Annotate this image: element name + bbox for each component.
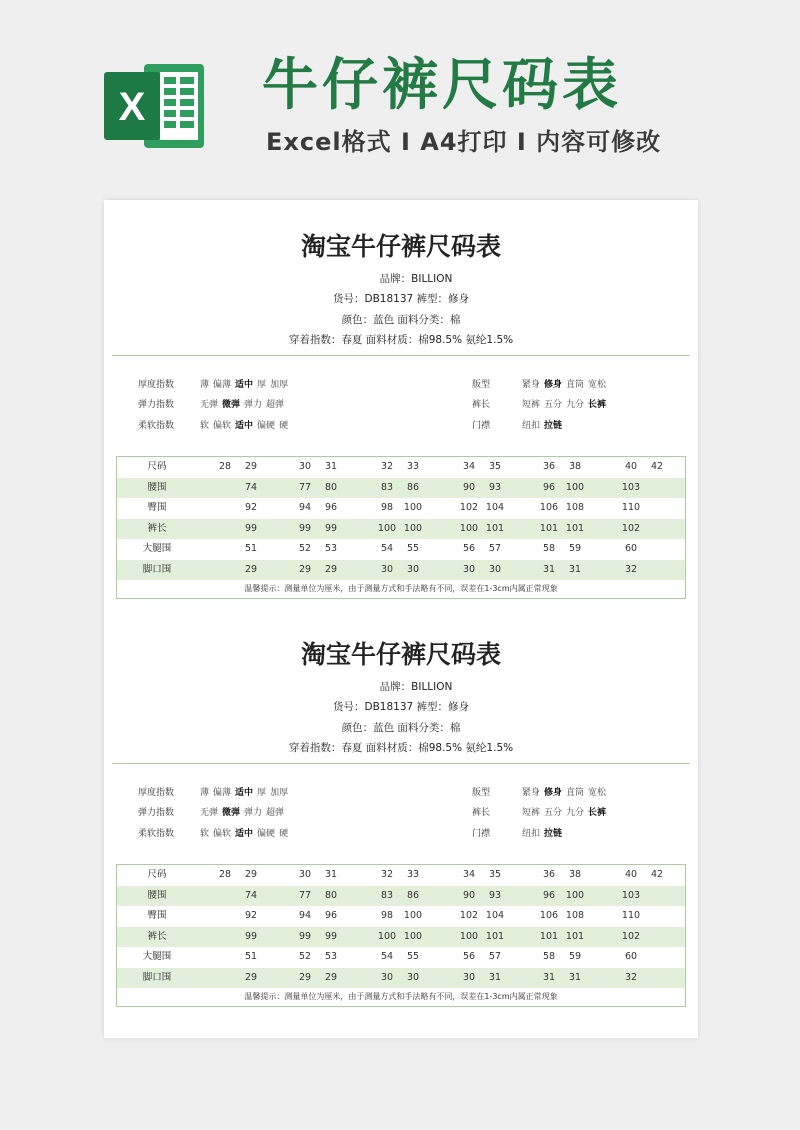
table-cell: 38: [568, 461, 582, 472]
sheet-title: 淘宝牛仔裤尺码表: [300, 640, 501, 669]
table-cell: 100: [377, 930, 397, 942]
table-cell: 102: [459, 910, 479, 921]
table-cell: 32: [380, 869, 394, 880]
info-material: 穿着指数：春夏 面料材质：棉98.5% 氨纶1.5%: [288, 334, 514, 346]
attribute-option: 软: [200, 421, 210, 431]
table-row: [117, 457, 685, 478]
table-cell: 90: [462, 481, 476, 493]
table-cell: 93: [488, 889, 502, 901]
attribute-option: 宽松: [588, 380, 607, 390]
attribute-options: [522, 805, 610, 821]
attribute-option: 硬: [279, 421, 289, 431]
table-cell: 101: [485, 930, 505, 942]
table-cell: 103: [621, 889, 641, 901]
attribute-options: [522, 418, 566, 434]
table-row: [117, 906, 685, 927]
table-cell: 30: [298, 869, 312, 880]
attribute-option-selected: 拉链: [544, 829, 563, 839]
table-cell: 96: [542, 889, 556, 901]
attribute-option: 五分: [544, 808, 563, 818]
attribute-options: [522, 397, 610, 413]
attribute-options: [522, 377, 610, 393]
attribute-option: 直筒: [566, 380, 585, 390]
table-cell: 30: [488, 563, 502, 575]
table-cell: 101: [539, 930, 559, 942]
table-cell: 32: [624, 971, 638, 983]
table-cell: 29: [244, 563, 258, 575]
info-item-no: 货号：DB18137 裤型：修身: [332, 293, 470, 305]
attribute-label: 柔软指数: [138, 829, 175, 839]
table-cell: 35: [488, 869, 502, 880]
table-cell: 102: [621, 930, 641, 942]
table-cell: 30: [406, 563, 420, 575]
table-cell: 31: [324, 461, 338, 472]
table-cell: 29: [244, 869, 258, 880]
table-cell: 52: [298, 951, 312, 962]
table-cell: 100: [403, 522, 423, 534]
table-cell: 99: [324, 930, 338, 942]
attribute-option: 直筒: [566, 788, 585, 798]
table-cell: 101: [565, 522, 585, 534]
table-row: [117, 478, 685, 499]
divider: [112, 355, 690, 356]
table-cell: 94: [298, 910, 312, 921]
table-cell: 53: [324, 951, 338, 962]
table-cell: 60: [624, 951, 638, 962]
table-cell: 30: [462, 971, 476, 983]
attribute-options: [200, 397, 288, 413]
table-cell: 101: [485, 522, 505, 534]
table-cell: 30: [298, 461, 312, 472]
table-cell: 100: [403, 930, 423, 942]
attribute-options: [200, 785, 292, 801]
attribute-option: 偏硬: [257, 829, 276, 839]
table-note: 温馨提示：测量单位为厘米，由于测量方式和手法略有不同，误差在1-3cm内属正常现象: [244, 992, 558, 1001]
page-header: [0, 0, 800, 200]
row-label: 臀围: [147, 502, 167, 513]
table-cell: 104: [485, 910, 505, 921]
table-cell: 99: [244, 930, 258, 942]
table-cell: 29: [324, 563, 338, 575]
attribute-label: 柔软指数: [138, 421, 175, 431]
table-row: [117, 927, 685, 948]
attribute-label: 弹力指数: [138, 808, 175, 818]
info-material: 穿着指数：春夏 面料材质：棉98.5% 氨纶1.5%: [288, 742, 514, 754]
row-label: 腰围: [147, 889, 167, 901]
table-cell: 36: [542, 461, 556, 472]
attribute-option-selected: 微弹: [222, 808, 241, 818]
table-cell: 54: [380, 951, 394, 962]
table-cell: 31: [568, 563, 582, 575]
table-cell: 80: [324, 889, 338, 901]
table-cell: 92: [244, 502, 258, 513]
excel-logo-icon: [104, 58, 208, 154]
table-cell: 29: [324, 971, 338, 983]
attribute-option-selected: 修身: [544, 380, 563, 390]
attribute-label: 厚度指数: [138, 788, 175, 798]
table-cell: 52: [298, 543, 312, 554]
attribute-option: 九分: [566, 400, 585, 410]
table-cell: 28: [218, 869, 232, 880]
attribute-option: 弹力: [244, 808, 263, 818]
table-cell: 90: [462, 889, 476, 901]
attribute-option: 短裤: [522, 400, 541, 410]
attribute-option: 紧身: [522, 380, 541, 390]
attribute-option: 软: [200, 829, 210, 839]
table-cell: 96: [324, 910, 338, 921]
attribute-options: [200, 418, 292, 434]
table-row: [117, 886, 685, 907]
row-label: 裤长: [147, 522, 167, 534]
attribute-option: 无弹: [200, 808, 219, 818]
table-cell: 34: [462, 461, 476, 472]
table-cell: 58: [542, 951, 556, 962]
row-label: 脚口围: [142, 563, 172, 575]
row-label: 大腿围: [142, 543, 172, 554]
table-cell: 31: [324, 869, 338, 880]
attribute-option: 超弹: [266, 808, 285, 818]
attribute-row: [104, 785, 698, 801]
table-cell: 32: [380, 461, 394, 472]
table-cell: 36: [542, 869, 556, 880]
attribute-option-selected: 长裤: [588, 808, 607, 818]
info-item-no: 货号：DB18137 裤型：修身: [332, 701, 470, 713]
table-cell: 30: [406, 971, 420, 983]
attribute-option: 偏薄: [213, 788, 232, 798]
attribute-option: 偏薄: [213, 380, 232, 390]
table-cell: 104: [485, 502, 505, 513]
page-subtitle: Excel格式 I A4打印 I 内容可修改: [266, 128, 662, 156]
row-label: 腰围: [147, 481, 167, 493]
table-cell: 86: [406, 481, 420, 493]
row-label: 脚口围: [142, 971, 172, 983]
table-cell: 59: [568, 951, 582, 962]
attribute-option-selected: 适中: [235, 421, 254, 431]
attribute-option: 短裤: [522, 808, 541, 818]
table-cell: 100: [377, 522, 397, 534]
table-cell: 35: [488, 461, 502, 472]
attribute-option: 紧身: [522, 788, 541, 798]
page-title: 牛仔裤尺码表: [262, 53, 622, 118]
attribute-option-selected: 修身: [544, 788, 563, 798]
table-cell: 30: [380, 971, 394, 983]
attribute-option: 纽扣: [522, 829, 541, 839]
attribute-option-selected: 适中: [235, 380, 254, 390]
table-cell: 60: [624, 543, 638, 554]
attribute-label: 门襟: [472, 829, 491, 839]
row-label: 尺码: [147, 869, 167, 880]
attribute-options: [522, 826, 566, 842]
table-cell: 99: [244, 522, 258, 534]
table-cell: 100: [459, 930, 479, 942]
table-cell: 106: [539, 910, 559, 921]
table-cell: 34: [462, 869, 476, 880]
table-cell: 110: [621, 502, 641, 513]
info-brand: 品牌：BILLION: [379, 681, 453, 693]
table-cell: 100: [459, 522, 479, 534]
table-cell: 102: [621, 522, 641, 534]
table-cell: 29: [244, 971, 258, 983]
attribute-option-selected: 微弹: [222, 400, 241, 410]
attribute-options: [200, 826, 292, 842]
table-cell: 83: [380, 481, 394, 493]
table-cell: 100: [403, 910, 423, 921]
table-cell: 31: [488, 971, 502, 983]
table-cell: 29: [298, 971, 312, 983]
row-label: 裤长: [147, 930, 167, 942]
attribute-row: [104, 418, 698, 434]
attribute-label: 裤长: [472, 400, 491, 410]
table-cell: 80: [324, 481, 338, 493]
table-cell: 59: [568, 543, 582, 554]
table-cell: 30: [462, 563, 476, 575]
table-cell: 29: [298, 563, 312, 575]
table-cell: 74: [244, 481, 258, 493]
table-row: [117, 865, 685, 886]
attribute-row: [104, 805, 698, 821]
table-cell: 56: [462, 543, 476, 554]
table-cell: 40: [624, 461, 638, 472]
table-cell: 99: [324, 522, 338, 534]
table-cell: 98: [380, 910, 394, 921]
table-cell: 99: [298, 522, 312, 534]
info-brand: 品牌：BILLION: [379, 273, 453, 285]
table-cell: 31: [568, 971, 582, 983]
attribute-option: 宽松: [588, 788, 607, 798]
table-row: [117, 498, 685, 519]
divider: [112, 763, 690, 764]
logo-letter: X: [118, 85, 146, 129]
attribute-label: 版型: [472, 380, 491, 390]
table-row: [117, 947, 685, 968]
table-cell: 40: [624, 869, 638, 880]
table-cell: 51: [244, 951, 258, 962]
attribute-option-selected: 长裤: [588, 400, 607, 410]
table-note: 温馨提示：测量单位为厘米，由于测量方式和手法略有不同，误差在1-3cm内属正常现象: [244, 584, 558, 593]
table-cell: 103: [621, 481, 641, 493]
table-cell: 83: [380, 889, 394, 901]
info-color: 颜色：蓝色 面料分类：棉: [341, 314, 461, 326]
table-cell: 101: [539, 522, 559, 534]
table-cell: 110: [621, 910, 641, 921]
attribute-option: 五分: [544, 400, 563, 410]
table-cell: 29: [244, 461, 258, 472]
attribute-option: 九分: [566, 808, 585, 818]
table-cell: 54: [380, 543, 394, 554]
table-cell: 33: [406, 461, 420, 472]
size-sheet: [104, 200, 698, 600]
attribute-label: 版型: [472, 788, 491, 798]
attribute-option: 薄: [200, 788, 210, 798]
table-cell: 32: [624, 563, 638, 575]
table-cell: 77: [298, 889, 312, 901]
table-cell: 77: [298, 481, 312, 493]
table-cell: 100: [403, 502, 423, 513]
attribute-options: [200, 805, 288, 821]
attribute-option-selected: 适中: [235, 829, 254, 839]
attribute-option: 超弹: [266, 400, 285, 410]
table-cell: 42: [650, 461, 664, 472]
table-cell: 92: [244, 910, 258, 921]
table-cell: 108: [565, 502, 585, 513]
attribute-row: [104, 826, 698, 842]
table-cell: 58: [542, 543, 556, 554]
row-label: 大腿围: [142, 951, 172, 962]
attribute-options: [200, 377, 292, 393]
attribute-option: 薄: [200, 380, 210, 390]
size-table: [116, 864, 686, 1007]
table-cell: 100: [565, 481, 585, 493]
attribute-option-selected: 适中: [235, 788, 254, 798]
attribute-options: [522, 785, 610, 801]
table-cell: 31: [542, 971, 556, 983]
table-cell: 96: [324, 502, 338, 513]
attribute-option: 加厚: [270, 788, 289, 798]
table-cell: 57: [488, 543, 502, 554]
table-cell: 94: [298, 502, 312, 513]
attribute-label: 裤长: [472, 808, 491, 818]
attribute-label: 门襟: [472, 421, 491, 431]
table-cell: 100: [565, 889, 585, 901]
table-cell: 53: [324, 543, 338, 554]
table-cell: 56: [462, 951, 476, 962]
table-cell: 33: [406, 869, 420, 880]
table-cell: 28: [218, 461, 232, 472]
table-row: [117, 560, 685, 581]
attribute-option: 厚: [257, 788, 267, 798]
attribute-option: 偏硬: [257, 421, 276, 431]
table-cell: 42: [650, 869, 664, 880]
table-cell: 108: [565, 910, 585, 921]
attribute-row: [104, 397, 698, 413]
sheet-title: 淘宝牛仔裤尺码表: [300, 232, 501, 261]
table-cell: 96: [542, 481, 556, 493]
table-cell: 102: [459, 502, 479, 513]
table-cell: 57: [488, 951, 502, 962]
attribute-row: [104, 377, 698, 393]
attribute-option: 弹力: [244, 400, 263, 410]
attribute-option: 偏软: [213, 421, 232, 431]
table-cell: 101: [565, 930, 585, 942]
attribute-option: 硬: [279, 829, 289, 839]
table-cell: 99: [298, 930, 312, 942]
attribute-option-selected: 拉链: [544, 421, 563, 431]
table-cell: 86: [406, 889, 420, 901]
table-cell: 51: [244, 543, 258, 554]
table-cell: 55: [406, 543, 420, 554]
row-label: 尺码: [147, 461, 167, 472]
size-table: [116, 456, 686, 599]
table-row: [117, 539, 685, 560]
table-cell: 55: [406, 951, 420, 962]
attribute-option: 纽扣: [522, 421, 541, 431]
table-cell: 74: [244, 889, 258, 901]
attribute-label: 弹力指数: [138, 400, 175, 410]
table-row: [117, 968, 685, 989]
document-paper: [104, 200, 698, 1038]
row-label: 臀围: [147, 910, 167, 921]
info-color: 颜色：蓝色 面料分类：棉: [341, 722, 461, 734]
table-cell: 98: [380, 502, 394, 513]
attribute-option: 偏软: [213, 829, 232, 839]
table-cell: 93: [488, 481, 502, 493]
table-cell: 30: [380, 563, 394, 575]
table-row: [117, 519, 685, 540]
table-cell: 38: [568, 869, 582, 880]
attribute-label: 厚度指数: [138, 380, 175, 390]
attribute-option: 无弹: [200, 400, 219, 410]
table-cell: 106: [539, 502, 559, 513]
attribute-option: 加厚: [270, 380, 289, 390]
attribute-option: 厚: [257, 380, 267, 390]
table-cell: 31: [542, 563, 556, 575]
size-sheet: [104, 608, 698, 1008]
